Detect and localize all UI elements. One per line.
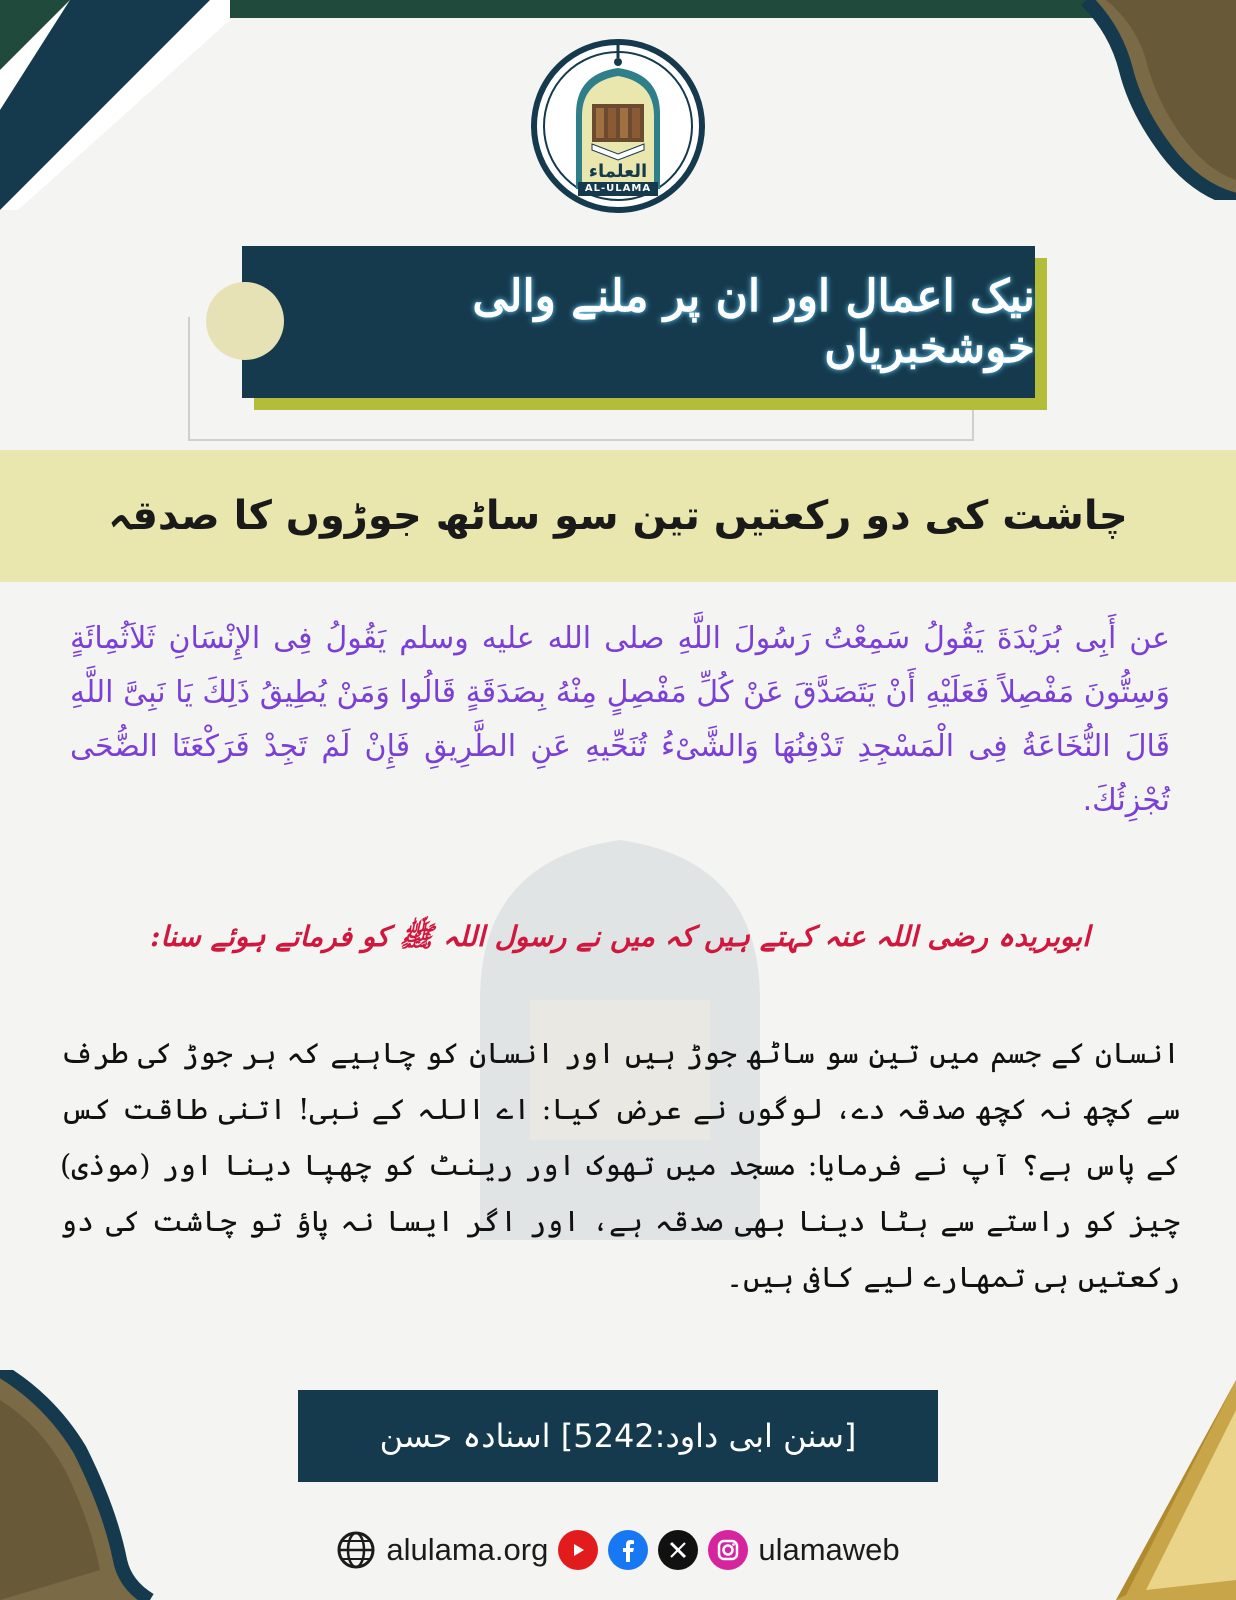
- top-left-ribbon-decoration: [0, 0, 230, 215]
- globe-icon: [336, 1530, 376, 1570]
- footer-social-bar: [0, 1522, 1236, 1578]
- title-banner: [242, 246, 1035, 398]
- arabic-hadith-text: عن أَبِى بُرَيْدَةَ يَقُولُ سَمِعْتُ رَسُولَ اللَّهِ صلى الله عليه وسلم يَقُولُ فِى الإِنْسَانِ ثَلاَثُمِائَةٍ وَسِتُّونَ مَفْصِلاً فَعَلَيْهِ أَنْ يَتَصَدَّقَ عَنْ كُلِّ مَفْصِلٍ مِنْهُ بِصَدَقَةٍ قَالُوا وَمَنْ يُطِيقُ ذَلِكَ يَا نَبِىَّ اللَّهِ قَالَ النُّخَاعَةُ فِى الْمَسْجِدِ تَدْفِنُهَا وَالشَّىْءُ تُنَحِّيهِ عَنِ الطَّرِيقِ فَإِنْ لَمْ تَجِدْ فَرَكْعَتَا الضُّحَى تُجْزِئُكَ.: [70, 621, 1170, 818]
- top-right-pattern-decoration: [1046, 0, 1236, 200]
- hadith-heading: چاشت کی دو رکعتیں تین سو ساٹھ جوڑوں کا صدقہ: [108, 493, 1128, 539]
- x-icon[interactable]: [658, 1530, 698, 1570]
- youtube-icon[interactable]: [558, 1530, 598, 1570]
- logo-caption: AL-ULAMA: [584, 183, 652, 194]
- subtitle-band: [0, 450, 1236, 582]
- svg-text:العلماء: العلماء: [588, 161, 648, 182]
- facebook-icon[interactable]: [608, 1530, 648, 1570]
- website-link[interactable]: alulama.org: [386, 1532, 549, 1567]
- urdu-translation-text: انسان کے جسم میں تین سو ساٹھ جوڑ ہیں اور انسان کو چاہیے کہ ہر جوڑ کی طرف سے کچھ نہ کچھ صدقہ دے، لوگوں نے عرض کیا: اے اللہ کے نبی! اتنی طاقت کس کے پاس ہے؟ آپ نے فرمایا: مسجد میں تھوک اور رینٹ کو چھپا دینا اور (موذی) چیز کو راستے سے ہٹا دینا بھی صدقہ ہے، اور اگر ایسا نہ پاؤ تو چاشت کی دو رکعتیں ہی تمھارے لیے کافی ہیں۔: [60, 1036, 1180, 1294]
- narrator-line: ابوبریدہ رضی اللہ عنہ کہتے ہیں کہ میں نے رسول اللہ ﷺ کو فرماتے ہوئے سنا:: [150, 920, 1090, 953]
- reference-box: [298, 1390, 938, 1482]
- page-title: نیک اعمال اور ان پر ملنے والی خوشخبریاں: [472, 271, 1035, 373]
- hadith-reference: [سنن ابی داود:5242] اسنادہ حسن: [379, 1417, 857, 1455]
- social-handle[interactable]: ulamaweb: [758, 1532, 900, 1567]
- title-circle-ornament: [206, 282, 284, 360]
- instagram-icon[interactable]: [708, 1530, 748, 1570]
